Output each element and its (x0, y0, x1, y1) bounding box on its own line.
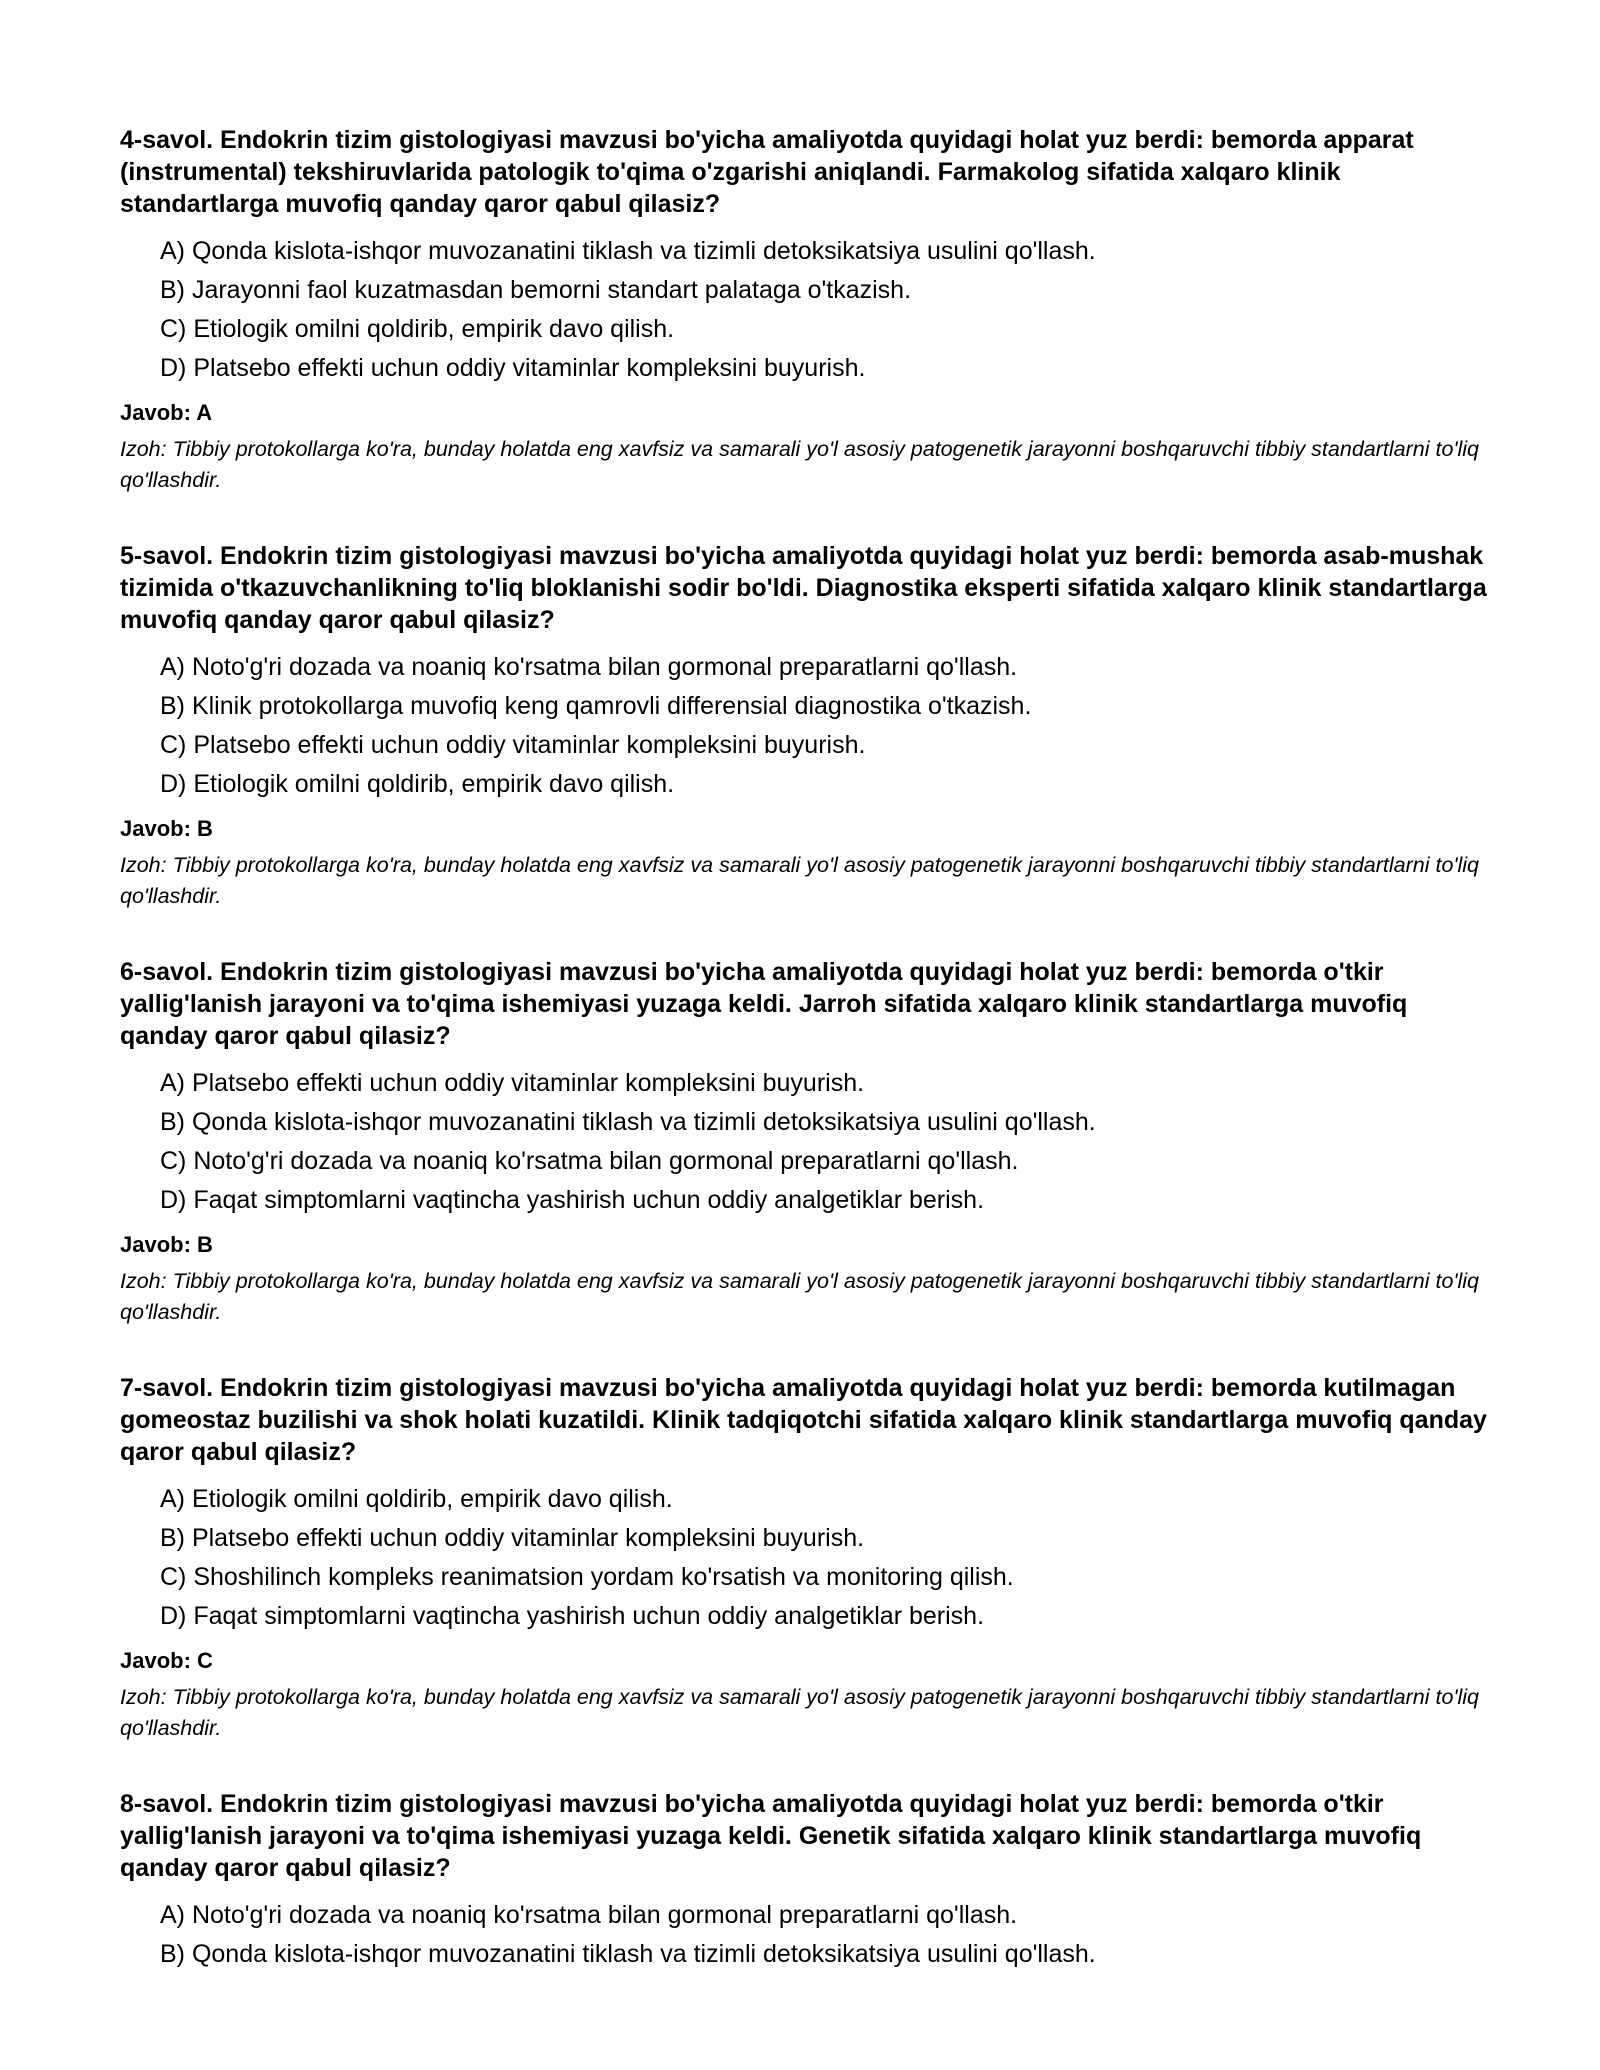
question-5 (120, 540, 1500, 912)
options-list (120, 648, 1500, 804)
option-a: A) Noto'g'ri dozada va noaniq ko'rsatma bilan gormonal preparatlarni qo'llash. (160, 653, 1018, 681)
option-c: C) Platsebo effekti uchun oddiy vitaminlar kompleksini buyurish. (160, 731, 866, 759)
option-c: C) Etiologik omilni qoldirib, empirik davo qilish. (160, 315, 675, 343)
option-a: A) Noto'g'ri dozada va noaniq ko'rsatma bilan gormonal preparatlarni qo'llash. (160, 1901, 1018, 1929)
option-d: D) Faqat simptomlarni vaqtincha yashirish uchun oddiy analgetiklar berish. (160, 1186, 985, 1214)
answer-label: Javob: A (120, 400, 213, 425)
answer-label: Javob: B (120, 816, 213, 841)
answer-label: Javob: B (120, 1232, 213, 1257)
option-b: B) Jarayonni faol kuzatmasdan bemorni standart palataga o'tkazish. (160, 276, 912, 304)
question-4 (120, 124, 1500, 496)
question-8 (120, 1788, 1500, 1974)
question-6 (120, 956, 1500, 1328)
option-a: A) Etiologik omilni qoldirib, empirik davo qilish. (160, 1485, 673, 1513)
option-a: A) Qonda kislota-ishqor muvozanatini tiklash va tizimli detoksikatsiya usulini qo'llash. (160, 237, 1096, 265)
explanation-note: Izoh: Tibbiy protokollarga ko'ra, bunday holatda eng xavfsiz va samarali yo'l asosiy patogenetik jarayonni boshqaruvchi tibbiy standartlarni to'liq qo'llashdir. (120, 1269, 1480, 1324)
question-7 (120, 1372, 1500, 1744)
option-d: D) Platsebo effekti uchun oddiy vitaminlar kompleksini buyurish. (160, 354, 866, 382)
options-list (120, 232, 1500, 388)
option-b: B) Klinik protokollarga muvofiq keng qamrovli differensial diagnostika o'tkazish. (160, 692, 1032, 720)
explanation-note: Izoh: Tibbiy protokollarga ko'ra, bunday holatda eng xavfsiz va samarali yo'l asosiy patogenetik jarayonni boshqaruvchi tibbiy standartlarni to'liq qo'llashdir. (120, 853, 1480, 908)
options-list (120, 1896, 1500, 1974)
explanation-note: Izoh: Tibbiy protokollarga ko'ra, bunday holatda eng xavfsiz va samarali yo'l asosiy patogenetik jarayonni boshqaruvchi tibbiy standartlarni to'liq qo'llashdir. (120, 437, 1480, 492)
option-d: D) Etiologik omilni qoldirib, empirik davo qilish. (160, 770, 675, 798)
document-page (120, 124, 1500, 2018)
question-title: 4-savol. Endokrin tizim gistologiyasi mavzusi bo'yicha amaliyotda quyidagi holat yuz berdi: bemorda apparat (instrumental) tekshiruvlarida patologik to'qima o'zgarishi aniqlandi. Farmakolog sifatida xalqaro klinik standartlarga muvofiq qanday qaror qabul qilasiz? (120, 126, 1414, 218)
option-a: A) Platsebo effekti uchun oddiy vitaminlar kompleksini buyurish. (160, 1069, 865, 1097)
option-c: C) Noto'g'ri dozada va noaniq ko'rsatma bilan gormonal preparatlarni qo'llash. (160, 1147, 1019, 1175)
explanation-note: Izoh: Tibbiy protokollarga ko'ra, bunday holatda eng xavfsiz va samarali yo'l asosiy patogenetik jarayonni boshqaruvchi tibbiy standartlarni to'liq qo'llashdir. (120, 1685, 1480, 1740)
option-c: C) Shoshilinch kompleks reanimatsion yordam ko'rsatish va monitoring qilish. (160, 1563, 1014, 1591)
options-list (120, 1480, 1500, 1636)
question-title: 7-savol. Endokrin tizim gistologiyasi mavzusi bo'yicha amaliyotda quyidagi holat yuz berdi: bemorda kutilmagan gomeostaz buzilishi va shok holati kuzatildi. Klinik tadqiqotchi sifatida xalqaro klinik standartlarga muvofiq qanday qaror qabul qilasiz? (120, 1374, 1487, 1466)
question-title: 6-savol. Endokrin tizim gistologiyasi mavzusi bo'yicha amaliyotda quyidagi holat yuz berdi: bemorda o'tkir yallig'lanish jarayoni va to'qima ishemiyasi yuzaga keldi. Jarroh sifatida xalqaro klinik standartlarga muvofiq qanday qaror qabul qilasiz? (120, 958, 1408, 1050)
answer-label: Javob: C (120, 1648, 213, 1673)
option-b: B) Qonda kislota-ishqor muvozanatini tiklash va tizimli detoksikatsiya usulini qo'llash. (160, 1108, 1096, 1136)
question-title: 8-savol. Endokrin tizim gistologiyasi mavzusi bo'yicha amaliyotda quyidagi holat yuz berdi: bemorda o'tkir yallig'lanish jarayoni va to'qima ishemiyasi yuzaga keldi. Genetik sifatida xalqaro klinik standartlarga muvofiq qanday qaror qabul qilasiz? (120, 1790, 1422, 1882)
options-list (120, 1064, 1500, 1220)
option-b: B) Platsebo effekti uchun oddiy vitaminlar kompleksini buyurish. (160, 1524, 865, 1552)
option-d: D) Faqat simptomlarni vaqtincha yashirish uchun oddiy analgetiklar berish. (160, 1602, 985, 1630)
option-b: B) Qonda kislota-ishqor muvozanatini tiklash va tizimli detoksikatsiya usulini qo'llash. (160, 1940, 1096, 1968)
question-title: 5-savol. Endokrin tizim gistologiyasi mavzusi bo'yicha amaliyotda quyidagi holat yuz berdi: bemorda asab-mushak tizimida o'tkazuvchanlikning to'liq bloklanishi sodir bo'ldi. Diagnostika eksperti sifatida xalqaro klinik standartlarga muvofiq qanday qaror qabul qilasiz? (120, 542, 1487, 634)
